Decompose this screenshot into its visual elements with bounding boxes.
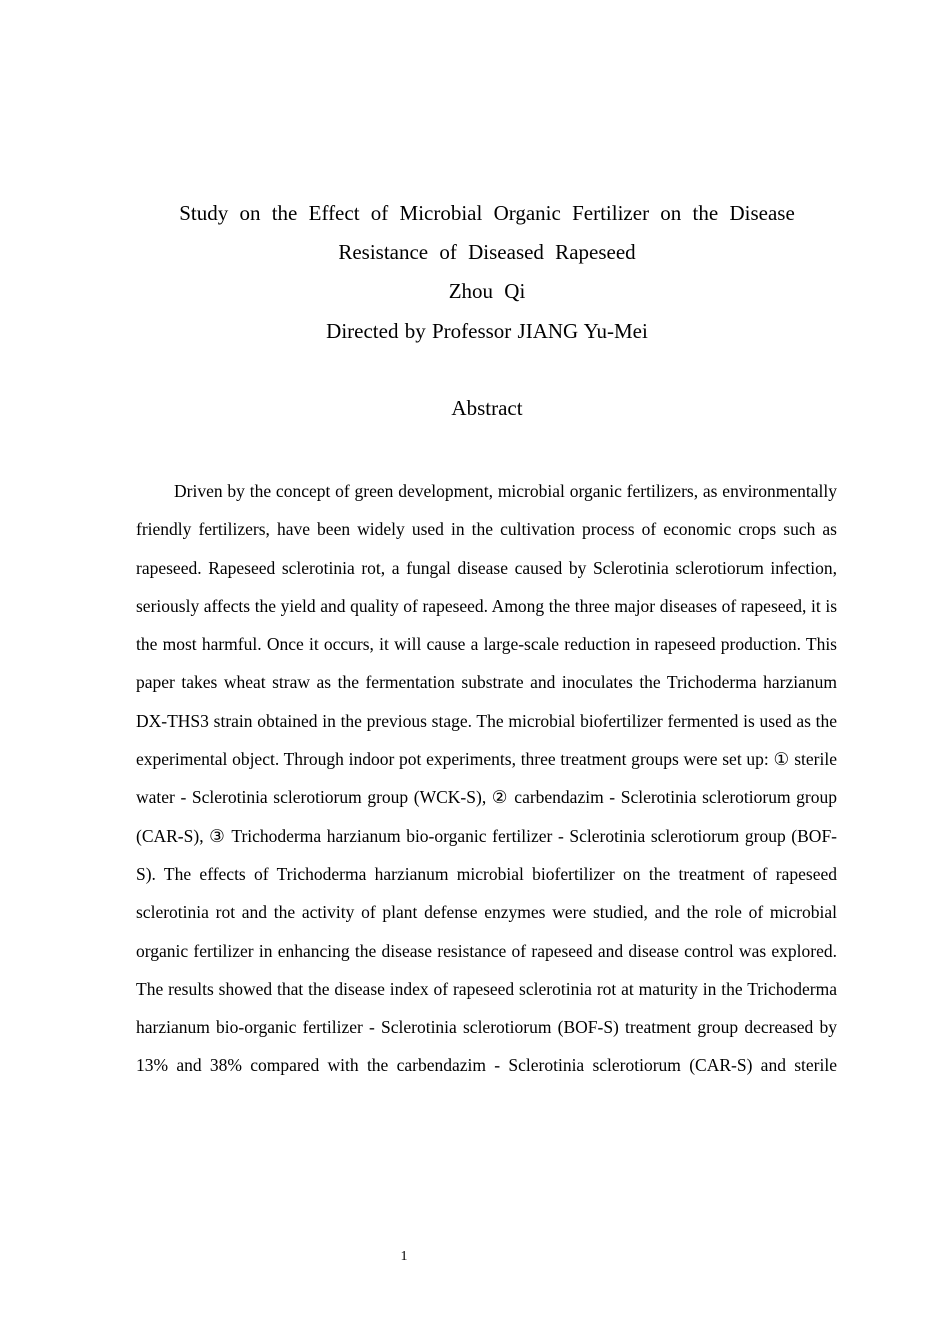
title-line-2: Resistance of Diseased Rapeseed	[338, 240, 636, 264]
title-line-1: Study on the Effect of Microbial Organic Fertilizer on the Disease	[179, 201, 795, 225]
page-number: 1	[400, 1249, 408, 1264]
abstract-heading: Abstract	[451, 396, 523, 420]
advisor-line: Directed by Professor JIANG Yu-Mei	[326, 319, 648, 343]
abstract-body: Driven by the concept of green development, microbial organic fertilizers, as environmentally friendly fertilizers, have been widely used in the cultivation process of economic crops such as rapeseed. Rapeseed sclerotinia rot, a fungal disease caused by Sclerotinia sclerotiorum infection, seriously affects the yield and quality of rapeseed. Among the three major diseases of rapeseed, it is the most harmful. Once it occurs, it will cause a large-scale reduction in rapeseed production. This paper takes wheat straw as the fermentation substrate and inoculates the Trichoderma harzianum DX-THS3 strain obtained in the previous stage. The microbial biofertilizer fermented is used as the experimental object. Through indoor pot experiments, three treatment groups were set up: ① sterile water - Sclerotinia sclerotiorum group (WCK-S), ② carbendazim - Sclerotinia sclerotiorum group (CAR-S), ③ Trichoderma harzianum bio-organic fertilizer - Sclerotinia sclerotiorum group (BOF-S). The effects of Trichoderma harzianum microbial biofertilizer on the treatment of rapeseed sclerotinia rot and the activity of plant defense enzymes were studied, and the role of microbial organic fertilizer in enhancing the disease resistance of rapeseed and disease control was explored. The results showed that the disease index of rapeseed sclerotinia rot at maturity in the Trichoderma harzianum bio-organic fertilizer - Sclerotinia sclerotiorum (BOF-S) treatment group decreased by 13% and 38% compared with the carbendazim - Sclerotinia sclerotiorum (CAR-S) and sterile	[136, 481, 837, 1076]
author-name: Zhou Qi	[448, 279, 526, 303]
